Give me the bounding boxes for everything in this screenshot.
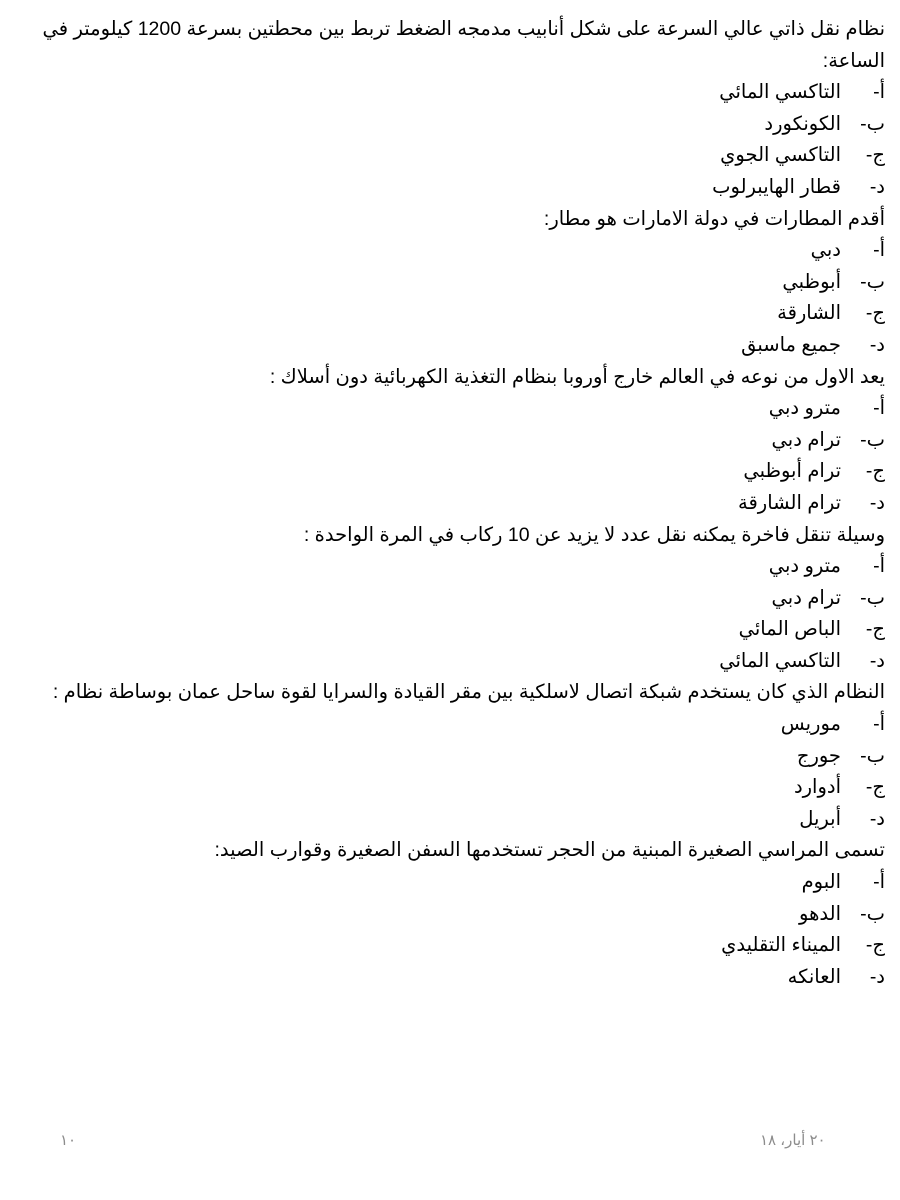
question-2 bbox=[18, 204, 885, 362]
option-text: مترو دبي bbox=[768, 397, 841, 420]
option-letter: أ- bbox=[873, 555, 885, 578]
option-text: الشارقة bbox=[777, 302, 841, 325]
option-text: أدوارد bbox=[793, 776, 841, 799]
options-list bbox=[18, 867, 885, 993]
option-item bbox=[18, 772, 885, 804]
option-text: الباص المائي bbox=[738, 618, 841, 641]
option-text: التاكسي الجوي bbox=[720, 144, 841, 167]
option-text: جورج bbox=[796, 744, 841, 767]
option-letter: أ- bbox=[873, 239, 885, 262]
option-text: دبي bbox=[810, 239, 841, 262]
option-text: التاكسي المائي bbox=[719, 81, 841, 104]
footer-date: ٢٠ أيار، ١٨ bbox=[760, 1132, 826, 1149]
option-item bbox=[18, 614, 885, 646]
question-text: يعد الاول من نوعه في العالم خارج أوروبا بنظام التغذية الكهربائية دون أسلاك : bbox=[269, 365, 885, 388]
option-item bbox=[18, 267, 885, 299]
option-letter: ب- bbox=[860, 586, 885, 609]
option-letter: د- bbox=[869, 491, 885, 514]
question-text: النظام الذي كان يستخدم شبكة اتصال لاسلكية بين مقر القيادة والسرايا لقوة ساحل عمان بوساطة نظام : bbox=[52, 681, 885, 704]
option-item bbox=[18, 235, 885, 267]
option-letter: أ- bbox=[873, 81, 885, 104]
question-text: نظام نقل ذاتي عالي السرعة على شكل أنابيب مدمجه الضغط تربط بين محطتين بسرعة 1200 كيلومتر في الساعة: bbox=[42, 18, 885, 72]
option-item bbox=[18, 393, 885, 425]
document-page bbox=[18, 14, 885, 993]
options-list bbox=[18, 77, 885, 203]
option-letter: ب- bbox=[860, 428, 885, 451]
option-item bbox=[18, 456, 885, 488]
option-item bbox=[18, 741, 885, 773]
option-letter: ب- bbox=[860, 902, 885, 925]
question-text: أقدم المطارات في دولة الامارات هو مطار: bbox=[543, 207, 885, 230]
question-4 bbox=[18, 520, 885, 678]
options-list bbox=[18, 709, 885, 835]
option-item bbox=[18, 867, 885, 899]
option-item bbox=[18, 899, 885, 931]
option-letter: د- bbox=[869, 333, 885, 356]
option-item bbox=[18, 109, 885, 141]
question-text: تسمى المراسي الصغيرة المبنية من الحجر تستخدمها السفن الصغيرة وقوارب الصيد: bbox=[214, 839, 885, 862]
question-5 bbox=[18, 677, 885, 835]
option-text: أبوظبي bbox=[782, 270, 841, 293]
option-letter: ب- bbox=[860, 744, 885, 767]
question-1 bbox=[18, 14, 885, 204]
option-text: مترو دبي bbox=[768, 555, 841, 578]
option-letter: ج- bbox=[865, 302, 885, 325]
option-item bbox=[18, 551, 885, 583]
option-letter: د- bbox=[869, 807, 885, 830]
question-text: وسيلة تنقل فاخرة يمكنه نقل عدد لا يزيد عن 10 ركاب في المرة الواحدة : bbox=[303, 523, 885, 546]
options-list bbox=[18, 235, 885, 361]
option-text: ترام دبي bbox=[771, 428, 841, 451]
option-letter: ج- bbox=[865, 776, 885, 799]
option-letter: أ- bbox=[873, 871, 885, 894]
option-item bbox=[18, 172, 885, 204]
option-letter: ب- bbox=[860, 112, 885, 135]
option-item bbox=[18, 804, 885, 836]
options-list bbox=[18, 393, 885, 519]
option-item bbox=[18, 709, 885, 741]
option-text: الدهو bbox=[799, 902, 841, 925]
option-letter: ج- bbox=[865, 460, 885, 483]
option-item bbox=[18, 140, 885, 172]
option-item bbox=[18, 930, 885, 962]
option-item bbox=[18, 298, 885, 330]
option-text: جميع ماسبق bbox=[741, 333, 841, 356]
option-item bbox=[18, 646, 885, 678]
option-text: موريس bbox=[780, 713, 841, 736]
option-letter: ب- bbox=[860, 270, 885, 293]
option-item bbox=[18, 77, 885, 109]
option-letter: ج- bbox=[865, 618, 885, 641]
question-3 bbox=[18, 362, 885, 520]
option-letter: أ- bbox=[873, 713, 885, 736]
question-6 bbox=[18, 835, 885, 993]
options-list bbox=[18, 551, 885, 677]
option-letter: د- bbox=[869, 175, 885, 198]
option-item bbox=[18, 488, 885, 520]
option-text: الميناء التقليدي bbox=[721, 934, 841, 957]
option-item bbox=[18, 425, 885, 457]
option-item bbox=[18, 330, 885, 362]
option-text: أبريل bbox=[799, 807, 841, 830]
option-text: ترام الشارقة bbox=[738, 491, 841, 514]
option-letter: د- bbox=[869, 965, 885, 988]
option-letter: أ- bbox=[873, 397, 885, 420]
option-text: الكونكورد bbox=[764, 112, 841, 135]
option-text: قطار الهايبرلوب bbox=[712, 175, 841, 198]
option-item bbox=[18, 583, 885, 615]
option-text: العانكه bbox=[787, 965, 841, 988]
option-text: التاكسي المائي bbox=[719, 649, 841, 672]
option-letter: ج- bbox=[865, 934, 885, 957]
option-text: البوم bbox=[801, 871, 841, 894]
option-letter: ج- bbox=[865, 144, 885, 167]
option-text: ترام أبوظبي bbox=[743, 460, 841, 483]
option-text: ترام دبي bbox=[771, 586, 841, 609]
option-letter: د- bbox=[869, 649, 885, 672]
option-item bbox=[18, 962, 885, 994]
page-number: ١٠ bbox=[60, 1132, 77, 1149]
